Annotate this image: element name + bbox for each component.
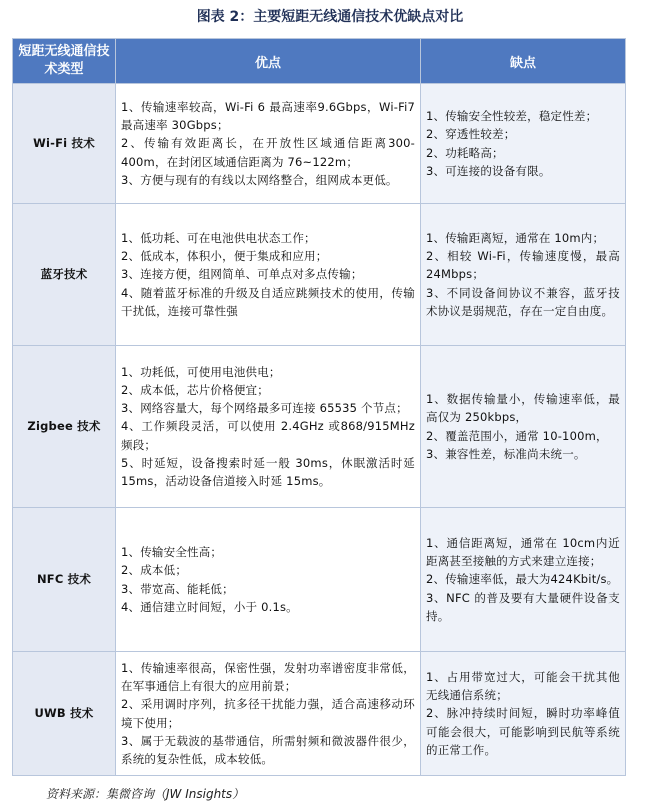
cons-cell (421, 346, 626, 508)
pros-cell (116, 508, 421, 652)
pros-item: 1、传输速率很高，保密性强，发射功率谱密度非常低，在军事通信上有很大的应用前景； (121, 660, 415, 694)
cons-item: 2、传输速率低，最大为424Kbit/s。 (426, 572, 619, 587)
comparison-table (12, 38, 626, 776)
pros-item: 2、采用调时序列，抗多径干扰能力强，适合高速移动环境下使用； (121, 697, 415, 730)
cons-cell (421, 204, 626, 346)
cons-item: 1、通信距离短，通常在 10cm内近距离甚至接触的方式来建立连接； (426, 535, 620, 569)
pros-item: 4、随着蓝牙标准的升级及自适应跳频技术的使用，传输干扰低，连接可靠性强 (121, 285, 415, 318)
pros-cell (116, 204, 421, 346)
pros-item: 5、时延短，设备搜索时延一般 30ms，休眠激活时延 15ms，活动设备信道接入时延 15ms。 (121, 455, 415, 488)
tech-name: UWB 技术 (13, 652, 116, 776)
table-row (13, 84, 626, 204)
pros-cell (116, 346, 421, 508)
table-row (13, 204, 626, 346)
cons-item: 3、兼容性差，标准尚未统一。 (426, 446, 586, 461)
cons-item: 1、数据传输量小，传输速率低，最高仅为 250kbps， (426, 392, 620, 425)
pros-cell (116, 652, 421, 776)
cons-cell (421, 84, 626, 204)
tech-name: Zigbee 技术 (13, 346, 116, 508)
cons-item: 1、传输安全性较差，稳定性差； (426, 109, 598, 124)
pros-item: 3、网络容量大，每个网络最多可连接 65535 个节点； (121, 401, 408, 416)
cons-item: 3、NFC 的普及要有大量硬件设备支持。 (426, 590, 620, 623)
table-row (13, 508, 626, 652)
pros-item: 3、带宽高、能耗低； (121, 581, 234, 596)
table-row (13, 652, 626, 776)
tech-name: Wi-Fi 技术 (13, 84, 116, 204)
cons-item: 3、不同设备间协议不兼容，蓝牙技术协议是弱规范，存在一定自由度。 (426, 285, 620, 318)
cons-cell (421, 508, 626, 652)
pros-item: 3、连接方便，组网简单、可单点对多点传输； (121, 267, 363, 282)
pros-item: 2、传输有效距离长，在开放性区域通信距离300-400m，在封闭区域通信距离为 76~122m； (121, 136, 415, 169)
cons-item: 1、占用带宽过大，可能会干扰其他无线通信系统； (426, 669, 620, 703)
cons-item: 2、穿透性较差； (426, 127, 516, 142)
table-row (13, 346, 626, 508)
source-note: 资料来源：集微咨询（JW Insights） (46, 787, 245, 801)
cons-item: 2、覆盖范围小，通常 10-100m， (426, 428, 608, 443)
figure-title: 图表 2：主要短距无线通信技术优缺点对比 (196, 9, 464, 25)
pros-item: 1、传输速率较高，Wi-Fi 6 最高速率9.6Gbps，Wi-Fi7 最高速率 30Gbps； (121, 99, 415, 133)
pros-item: 4、工作频段灵活，可以使用 2.4GHz 或868/915MHz 频段； (121, 419, 415, 452)
pros-item: 1、低功耗、可在电池供电状态工作； (121, 230, 316, 245)
cons-item: 1、传输距离短，通常在 10m内； (426, 230, 605, 245)
cons-item: 2、脉冲持续时间短，瞬时功率峰值可能会很大，可能影响到民航等系统的正常工作。 (426, 706, 620, 757)
header-type: 短距无线通信技术类型 (13, 39, 116, 84)
pros-item: 1、传输安全性高； (121, 545, 223, 560)
header-cons: 缺点 (421, 39, 626, 84)
pros-cell (116, 84, 421, 204)
pros-item: 3、方便与现有的有线以太网络整合，组网成本更低。 (121, 172, 398, 187)
cons-item: 2、相较 Wi-Fi，传输速度慢，最高 24Mbps； (426, 249, 620, 282)
header-pros: 优点 (116, 39, 421, 84)
pros-item: 3、属于无载波的基带通信，所需射频和微波器件很少，系统的复杂性低，成本较低。 (121, 733, 415, 766)
cons-item: 3、可连接的设备有限。 (426, 163, 551, 178)
pros-item: 1、功耗低，可使用电池供电； (121, 364, 281, 379)
pros-item: 4、通信建立时间短，小于 0.1s。 (121, 599, 298, 614)
tech-name: NFC 技术 (13, 508, 116, 652)
cons-item: 2、功耗略高； (426, 145, 504, 160)
tech-name: 蓝牙技术 (13, 204, 116, 346)
pros-item: 2、低成本，体积小，便于集成和应用； (121, 249, 328, 264)
pros-item: 2、成本低，芯片价格便宜； (121, 382, 269, 397)
cons-cell (421, 652, 626, 776)
pros-item: 2、成本低； (121, 563, 188, 578)
table-body (13, 84, 626, 776)
table-header-row (13, 39, 626, 84)
